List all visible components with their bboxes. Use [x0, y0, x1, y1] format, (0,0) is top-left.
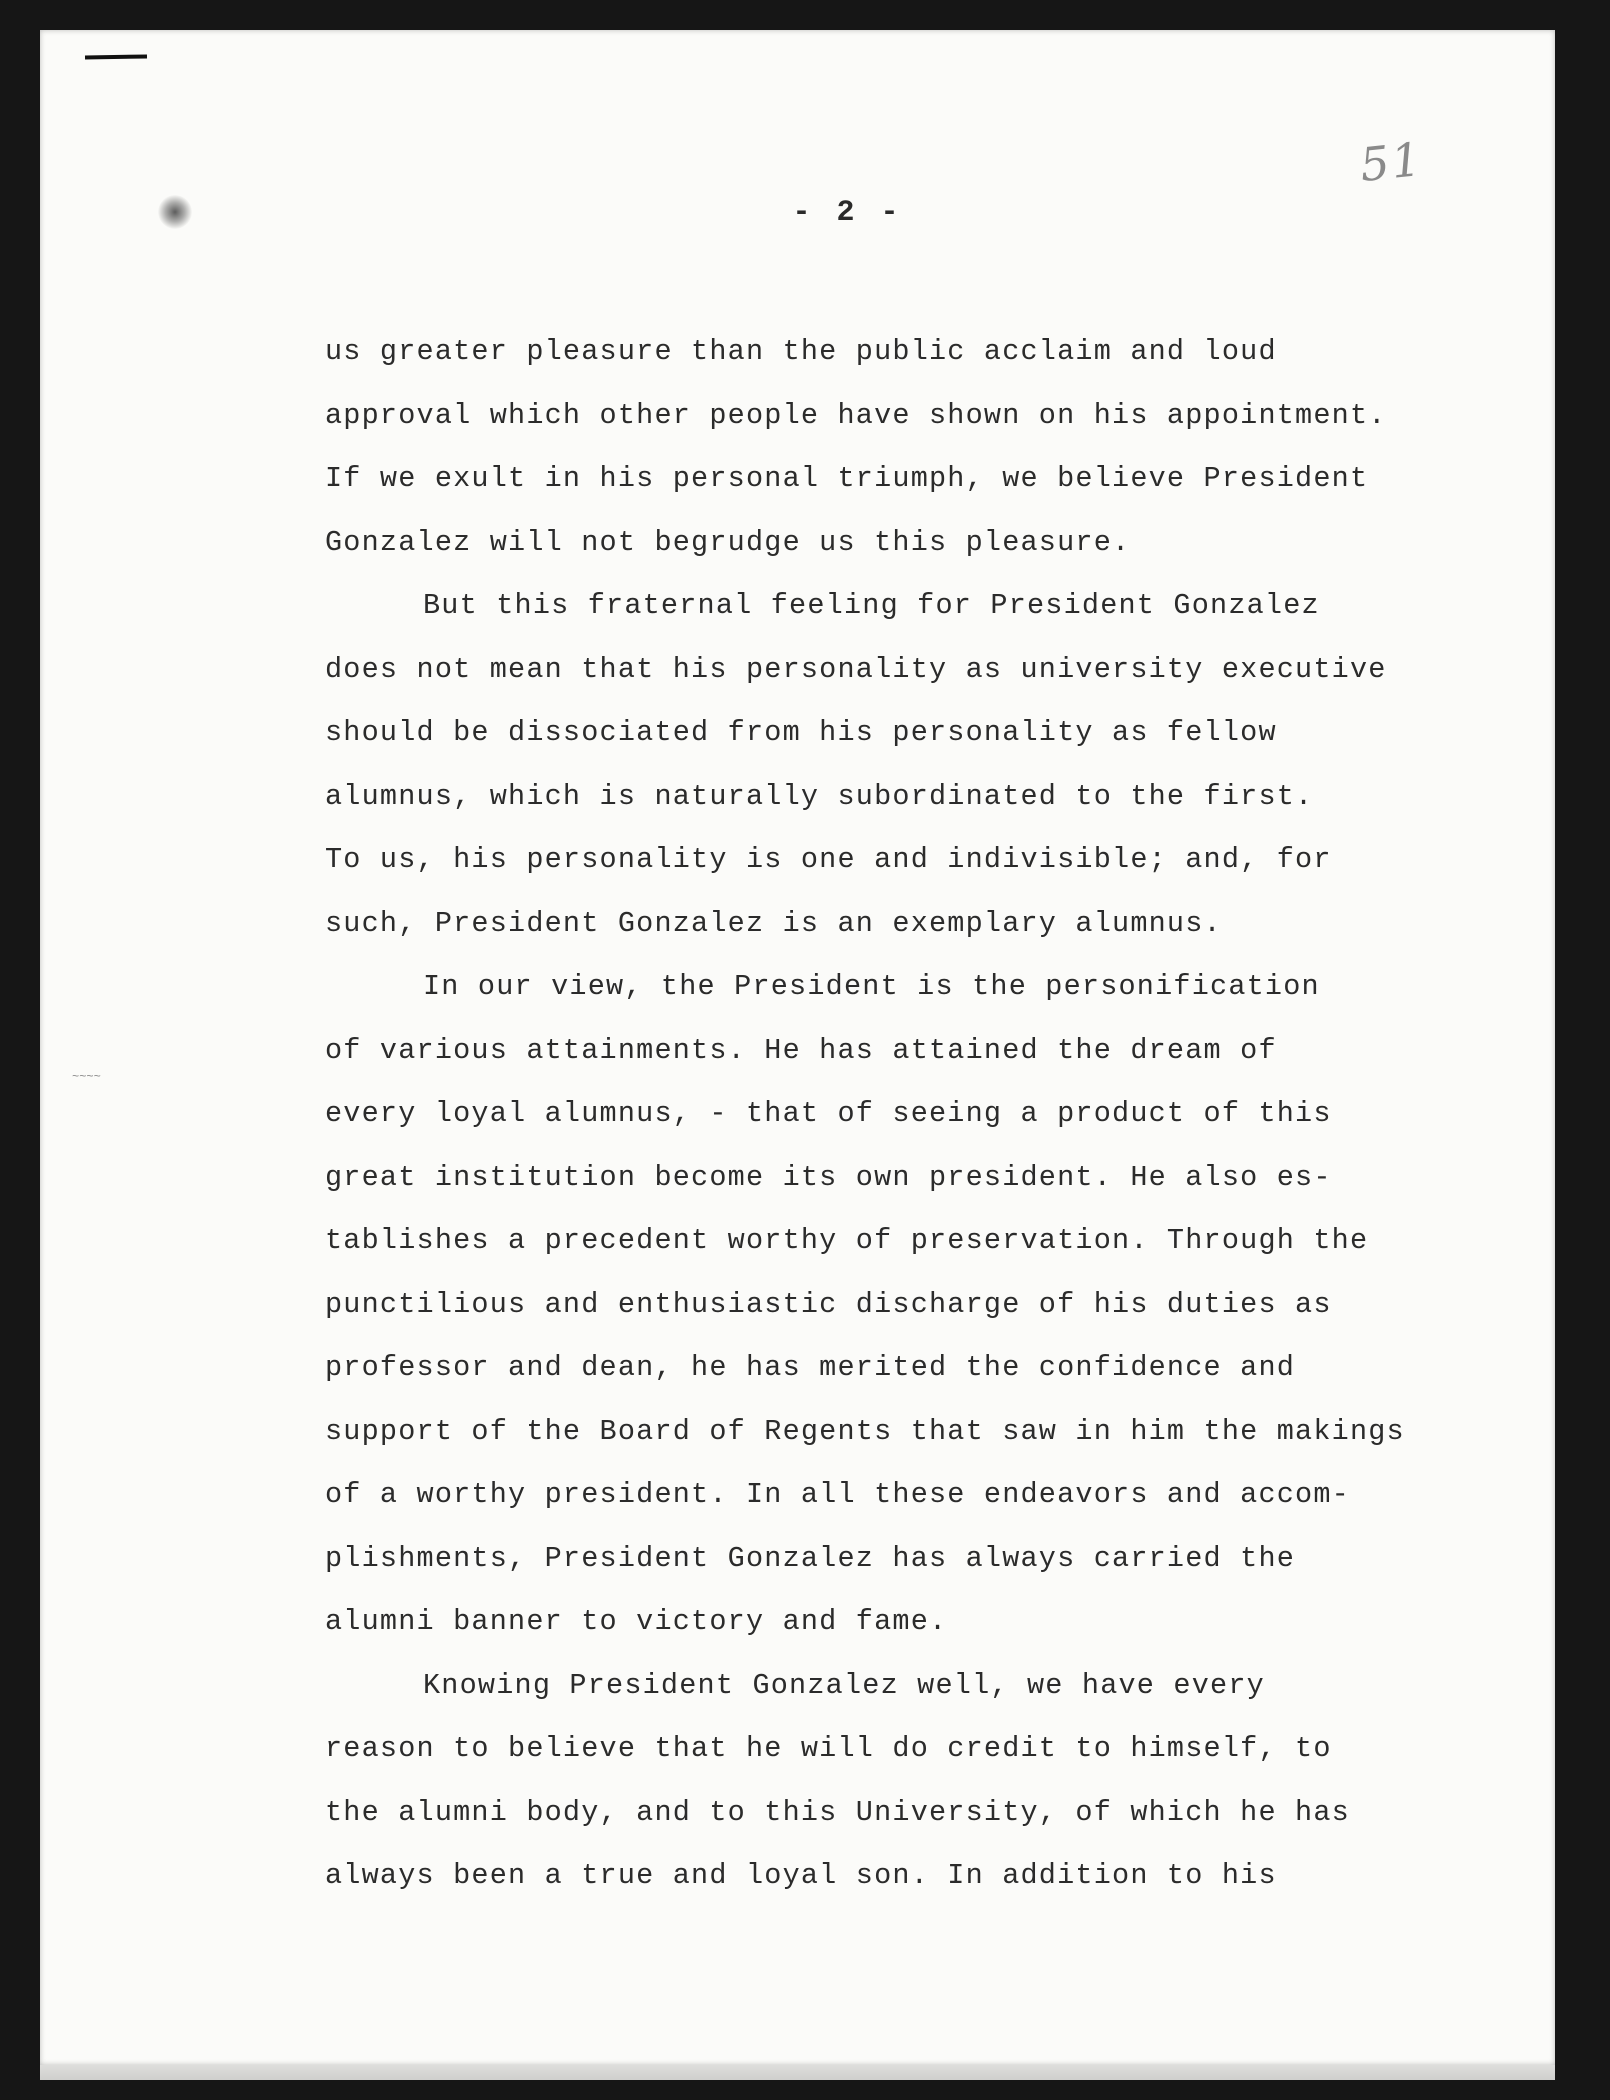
text-line: us greater pleasure than the public acclaim and loud [325, 335, 1277, 368]
text-line: the alumni body, and to this University, of which he has [325, 1795, 1350, 1829]
paragraph-first-line: Knowing President Gonzalez well, we have every [423, 1668, 1265, 1702]
paragraph-first-line: In our view, the President is the personification [423, 970, 1320, 1003]
text-line: reason to believe that he will do credit to himself, to [325, 1732, 1332, 1765]
typewritten-body [325, 320, 1475, 1908]
handwritten-folio-number: 51 [1357, 131, 1426, 193]
text-line: support of the Board of Regents that saw in him the makings [325, 1414, 1405, 1448]
faint-scribble-mark: ~~~~ [72, 1070, 101, 1084]
text-line: of various attainments. He has attained the dream of [325, 1033, 1277, 1067]
text-line: alumnus, which is naturally subordinated to the first. [325, 779, 1314, 813]
text-line: alumni banner to victory and fame. [325, 1605, 948, 1638]
text-line: great institution become its own president. He also es- [325, 1160, 1332, 1194]
text-line: always been a true and loyal son. In addition to his [325, 1859, 1277, 1892]
paragraph-first-line: But this fraternal feeling for President Gonzalez [423, 589, 1320, 622]
text-line: every loyal alumnus, - that of seeing a product of this [325, 1097, 1332, 1130]
text-line: To us, his personality is one and indivisible; and, for [325, 843, 1332, 876]
text-line: approval which other people have shown on his appointment. [325, 398, 1387, 432]
text-line: If we exult in his personal triumph, we believe President [325, 462, 1369, 495]
text-line: such, President Gonzalez is an exemplary alumnus. [325, 906, 1222, 940]
text-line: Gonzalez will not begrudge us this pleasure. [325, 525, 1131, 559]
text-line: punctilious and enthusiastic discharge of his duties as [325, 1287, 1332, 1321]
text-line: of a worthy president. In all these endeavors and accom- [325, 1478, 1350, 1511]
text-line: plishments, President Gonzalez has always carried the [325, 1541, 1296, 1575]
text-line: tablishes a precedent worthy of preservation. Through the [325, 1224, 1369, 1257]
text-line: should be dissociated from his personality as fellow [325, 716, 1277, 749]
page-number: - 2 - [792, 196, 903, 230]
text-line: professor and dean, he has merited the confidence and [325, 1351, 1296, 1384]
text-line: does not mean that his personality as university executive [325, 652, 1387, 686]
